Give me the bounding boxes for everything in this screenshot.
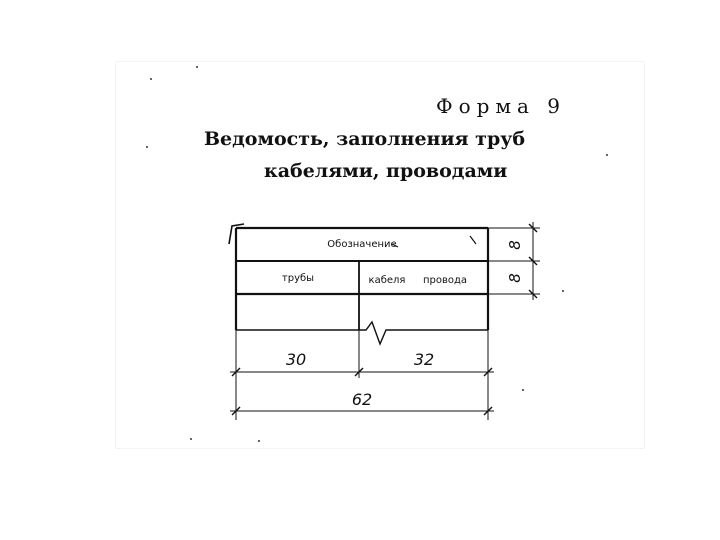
column-wire: провода: [422, 275, 468, 286]
scan-speck: [258, 440, 260, 442]
scan-speck: [522, 389, 524, 391]
document-title-line-2: кабелями, проводами: [264, 160, 508, 182]
column-pipes: трубы: [281, 273, 315, 284]
column-cable: кабеля: [368, 275, 406, 286]
document-title-line-1: Ведомость, заполнения труб: [204, 128, 526, 150]
scan-speck: [562, 290, 564, 292]
dimension-total: 62: [351, 390, 373, 409]
scan-speck: [150, 78, 152, 80]
header-cell-designation: Обозначение: [327, 239, 397, 250]
dimension-row1: 8: [506, 240, 524, 250]
dimension-col2: 32: [413, 350, 435, 369]
form-number: Форма 9: [436, 94, 567, 118]
dimension-col1: 30: [285, 350, 307, 369]
scan-speck: [196, 66, 198, 68]
vertical-dimensions: [488, 222, 540, 300]
dimension-row2: 8: [506, 273, 524, 283]
scan-speck: [190, 438, 192, 440]
scan-speck: [606, 154, 608, 156]
scan-speck: [146, 146, 148, 148]
